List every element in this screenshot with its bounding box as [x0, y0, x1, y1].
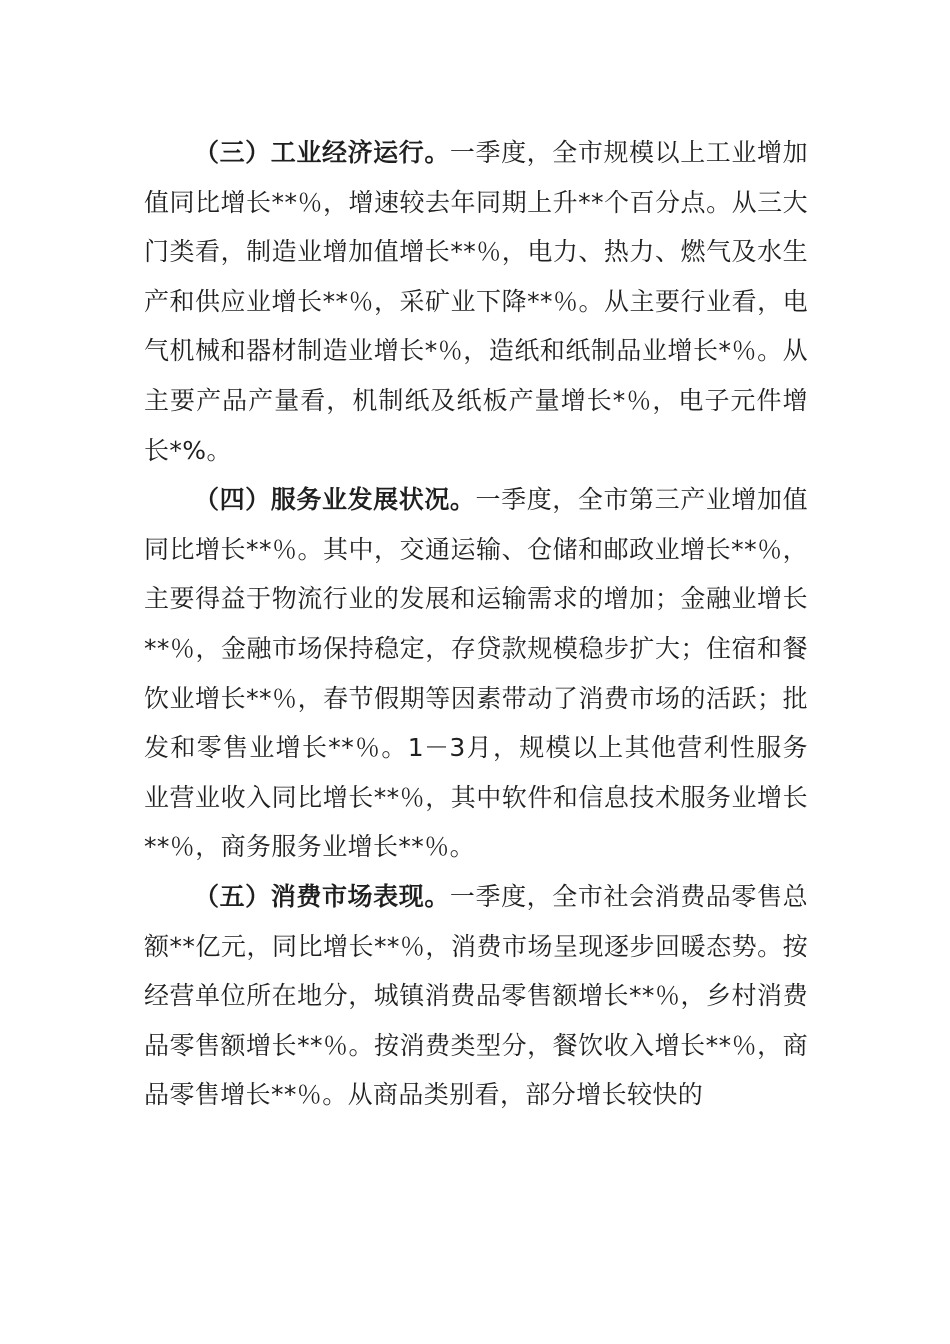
document-page [144, 128, 808, 1120]
section-body-services: 一季度，全市第三产业增加值同比增长**％。其中，交通运输、仓储和邮政业增长**％，主要得益于物流行业的发展和运输需求的增加；金融业增长**％，金融市场保持稳定，存贷款规模稳步扩大；住宿和餐饮业增长**％，春节假期等因素带动了消费市场的活跃；批发和零售业增长**％。1－3月，规模以上其他营利性服务业营业收入同比增长**％，其中软件和信息技术服务业增长**％，商务服务业增长**％。 [144, 485, 809, 862]
section-heading-services: （四）服务业发展状况。 [194, 485, 476, 515]
section-body-consumption: 一季度，全市社会消费品零售总额**亿元，同比增长**％，消费市场呈现逐步回暖态势。按经营单位所在地分，城镇消费品零售额增长**％，乡村消费品零售额增长**％。按消费类型分，餐饮收入增长**％，商品零售增长**％。从商品类别看，部分增长较快的 [144, 881, 808, 1110]
section-industry [144, 128, 808, 475]
section-heading-industry: （三）工业经济运行。 [194, 138, 450, 167]
section-services [144, 475, 808, 872]
section-body-industry: 一季度，全市规模以上工业增加值同比增长**％，增速较去年同期上升**个百分点。从三大门类看，制造业增加值增长**％，电力、热力、燃气及水生产和供应业增长**％，采矿业下降**％。从主要行业看，电气机械和器材制造业增长*％，造纸和纸制品业增长*％。从主要产品产量看，机制纸及纸板产量增长*％，电子元件增长*%。 [144, 138, 808, 465]
section-consumption [144, 872, 808, 1120]
section-heading-consumption: （五）消费市场表现。 [194, 881, 450, 911]
